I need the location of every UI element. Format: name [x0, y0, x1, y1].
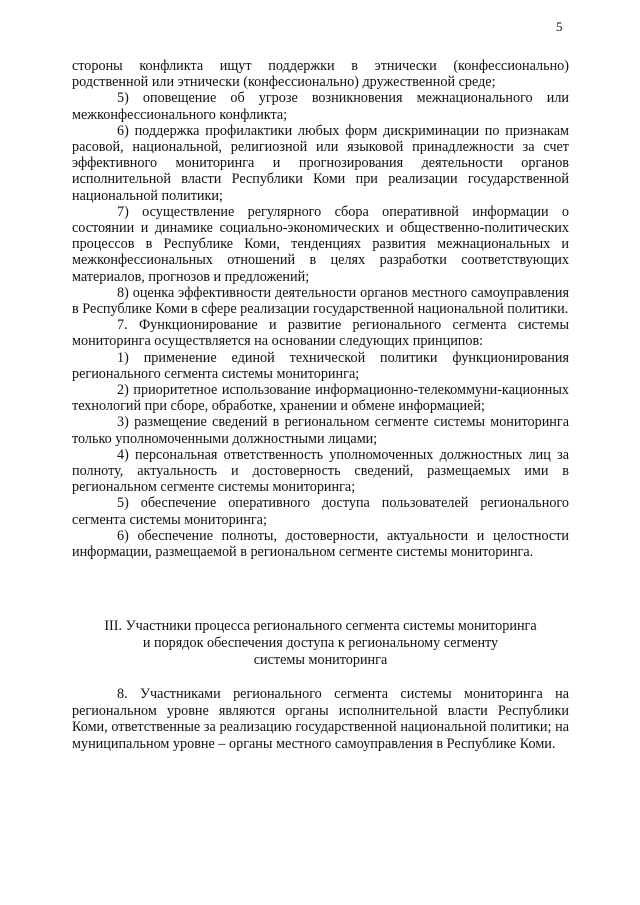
paragraph: стороны конфликта ищут поддержки в этнически (конфессионально) родственной или этнически (конфессионально) дружественной среде; — [72, 58, 569, 91]
paragraph: 7. Функционирование и развитие регионального сегмента системы мониторинга осуществляется на основании следующих принципов: — [72, 317, 569, 350]
section-heading-line: и порядок обеспечения доступа к региональному сегменту — [142, 635, 499, 651]
paragraph: 3) размещение сведений в региональном сегменте системы мониторинга только уполномоченными должностными лицами; — [72, 414, 569, 447]
page-number: 5 — [556, 19, 563, 34]
body-text — [72, 58, 569, 560]
paragraph: 1) применение единой технической политики функционирования регионального сегмента системы мониторинга; — [72, 349, 569, 382]
paragraph: 2) приоритетное использование информационно-телекоммуни-кационных технологий при сборе, обработке, хранении и обмене информацией; — [72, 382, 569, 415]
paragraph: 5) оповещение об угрозе возникновения межнационального или межконфессионального конфликта; — [72, 90, 569, 123]
section-heading-line: системы мониторинга — [253, 652, 388, 668]
paragraph: 5) обеспечение оперативного доступа пользователей регионального сегмента системы мониторинга; — [72, 495, 569, 528]
paragraph: 4) персональная ответственность уполномоченных должностных лиц за полноту, актуальность и достоверность сведений, размещаемых ими в региональном сегменте системы мониторинга; — [72, 446, 569, 496]
paragraph: 6) поддержка профилактики любых форм дискриминации по признакам расовой, национальной, религиозной или языковой принадлежности за счет эффективного мониторинга и прогнозирования деятельности органов исполнительной власти Республики Коми при реализации государственной национальной политики; — [72, 122, 569, 204]
paragraph: 7) осуществление регулярного сбора оперативной информации о состоянии и динамике социально-экономических и общественно-политических процессов в Республике Коми, тенденциях развития межнациональных и межконфессиональных отношений в целях разработки соответствующих материалов, прогнозов и предложений; — [72, 203, 569, 285]
section-heading-line: III. Участники процесса регионального сегмента системы мониторинга — [104, 618, 537, 634]
paragraph: 8) оценка эффективности деятельности органов местного самоуправления в Республике Коми в сфере реализации государственной национальной политики. — [72, 284, 569, 318]
paragraph: 6) обеспечение полноты, достоверности, актуальности и целостности информации, размещаемой в региональном сегменте системы мониторинга. — [72, 527, 569, 561]
section-body — [72, 686, 569, 752]
section-heading — [72, 618, 569, 669]
paragraph: 8. Участниками регионального сегмента системы мониторинга на региональном уровне являются органы исполнительной власти Республики Коми, ответственные за реализацию государственной национальной политики; на муниципальном уровне – органы местного самоуправления в Республике Коми. — [72, 686, 569, 752]
